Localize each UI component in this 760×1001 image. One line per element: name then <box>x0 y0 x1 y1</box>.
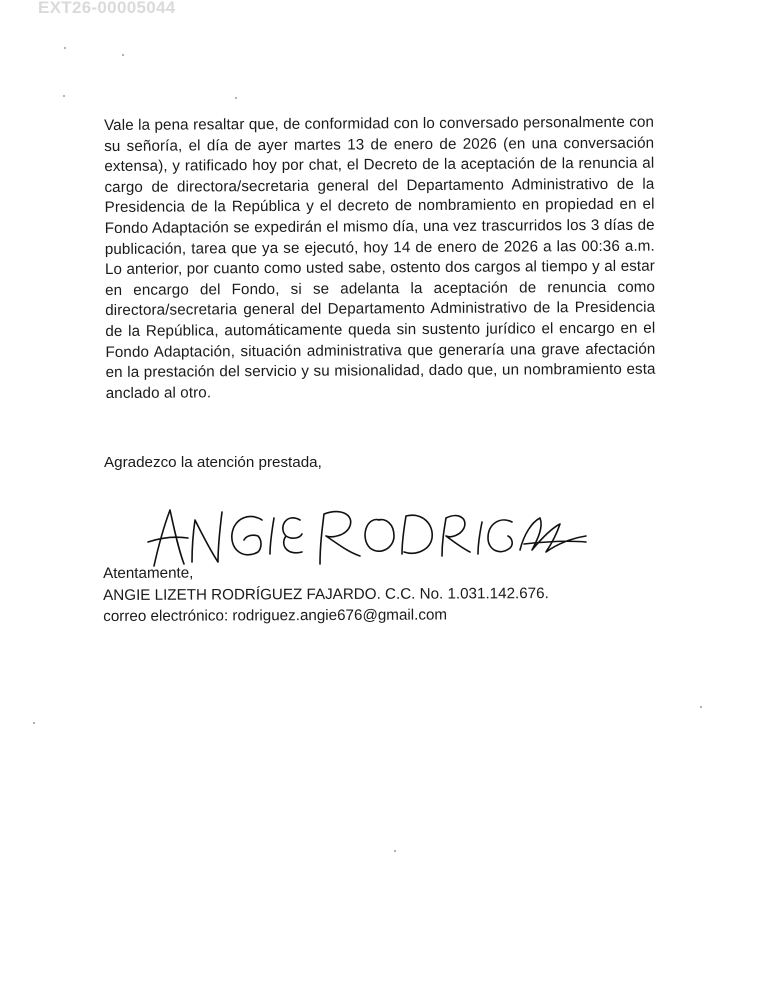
signer-email: correo electrónico: rodriguez.angie676@gmail.com <box>103 606 448 625</box>
letter-body <box>104 113 656 404</box>
scan-speck <box>33 722 35 724</box>
thanks-line: Agradezco la atención prestada, <box>104 454 322 471</box>
scan-speck <box>700 706 702 708</box>
scan-speck <box>235 97 237 99</box>
scan-speck <box>63 95 65 97</box>
closing-block <box>103 561 549 627</box>
scan-speck <box>122 54 124 56</box>
signer-name-id: ANGIE LIZETH RODRÍGUEZ FAJARDO. C.C. No. 1.031.142.676. <box>103 584 549 604</box>
filing-stamp-code: EXT26-00005044 <box>38 0 176 17</box>
scan-speck <box>394 850 396 852</box>
body-paragraph: Vale la pena resaltar que, de conformidad con lo conversado personalmente con su señoría, el día de ayer martes 13 de enero de 2026 (en una conversación extensa), y ratificado hoy por chat, el Decreto de la aceptación de la renuncia al cargo de directora/secretaria general del Departamento Administrativo de la Presidencia de la República y el decreto de nombramiento en propiedad en el Fondo Adaptación se expedirán el mismo día, una vez trascurridos los 3 días de publicación, tarea que ya se ejecutó, hoy 14 de enero de 2026 a las 00:36 a.m. Lo anterior, por cuanto como usted sabe, ostento dos cargos al tiempo y al estar en encargo del Fondo, si se adelanta la aceptación de renuncia como directora/secretaria general del Departamento Administrativo de la Presidencia de la República, automáticamente queda sin sustento jurídico el encargo en el Fondo Adaptación, situación administrativa que generaría una grave afectación en la prestación del servicio y su misionalidad, dado que, un nombramiento esta anclado al otro. <box>104 113 656 402</box>
closing-salutation: Atentamente, <box>103 564 194 582</box>
scan-speck <box>64 47 66 49</box>
